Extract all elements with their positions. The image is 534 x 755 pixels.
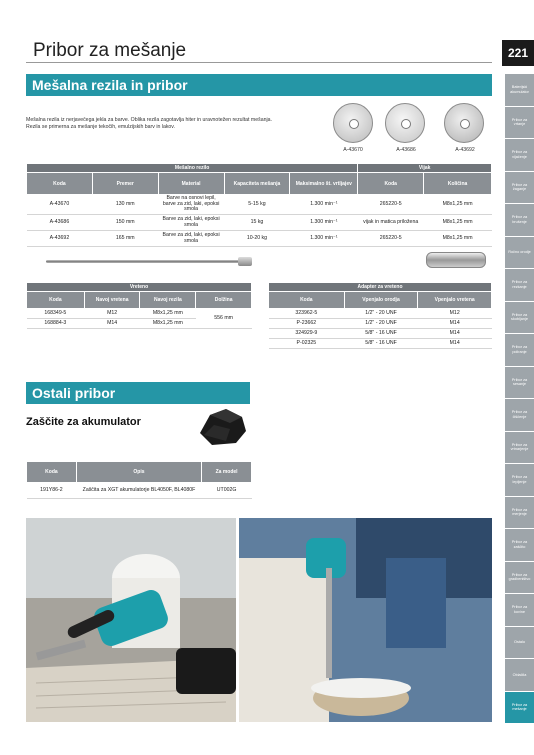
side-tab[interactable]: Baterijski akumulator <box>505 74 534 107</box>
rod-adapter-image <box>426 252 486 268</box>
table-group-header: Adapter za vreteno <box>269 283 492 292</box>
column-header: Količina <box>424 173 492 195</box>
side-tab[interactable]: Pribor za rezkanje <box>505 269 534 302</box>
mixing-disc-image <box>333 103 373 143</box>
column-header: Dolžina <box>196 292 252 309</box>
side-tab[interactable]: Pribor za skobljanje <box>505 302 534 335</box>
side-tab[interactable]: Pribor za vijačenje <box>505 139 534 172</box>
battery-cover-image <box>196 407 248 447</box>
side-tab[interactable]: Pribor za mešanje <box>505 692 534 725</box>
side-tab[interactable]: Pribor za brušenje <box>505 204 534 237</box>
column-header: Koda <box>358 173 424 195</box>
column-header: Kapaciteta mešanja <box>224 173 290 195</box>
column-header: Koda <box>27 173 93 195</box>
title-divider <box>26 62 492 63</box>
table-group-header: Vreteno <box>27 283 252 292</box>
column-header: Vpenjalo vretena <box>418 292 492 309</box>
side-tab[interactable]: Pribor za merjenje <box>505 497 534 530</box>
table-row: 168884-3 M14 M8x1,25 mm <box>27 319 252 329</box>
section-description: Mešalna rezila iz nerjavečega jekla za barve. Oblika rezila zagotavlja hiter in uravnotežen rezultat mešanja. Rezila se primerna za mešanje tekočih, emulzijskih barv in lakov. <box>26 117 272 130</box>
column-header: Navoj vretena <box>84 292 140 309</box>
disc-caption: A-43670 <box>343 147 363 153</box>
section-bar-blades <box>26 74 460 96</box>
page-title: Pribor za mešanje <box>33 40 187 61</box>
side-tab[interactable]: Pribor za gradbeništvo <box>505 562 534 595</box>
side-tab[interactable]: Oblačila <box>505 659 534 692</box>
table-row: A-43692 165 mm Barve za zid, laki, epoksi smola 10-20 kg 1.300 min⁻¹ 265220-5 M8x1,25 mm <box>27 231 492 247</box>
blades-table <box>26 163 492 247</box>
table-row: P-02325 5/8" - 16 UNF M14 <box>269 339 492 349</box>
table-group-header: Vijak <box>358 164 492 173</box>
page-number: 221 <box>502 40 534 66</box>
side-tab[interactable]: Pribor za kovine <box>505 594 534 627</box>
table-row: 191Y86-2 Zaščita za XGT akumulatorje BL4050F, BL4080F UT002G <box>27 483 252 499</box>
table-row: 324929-9 5/8" - 16 UNF M14 <box>269 329 492 339</box>
table-row: A-43686 150 mm Barve za zid, laki, epoksi smola 15 kg 1.300 min⁻¹ vijak in matica priložena M8x1,25 mm <box>27 215 492 231</box>
side-tab[interactable]: Ročno orodje <box>505 237 534 270</box>
mixing-rod-image <box>46 260 252 263</box>
disc-caption: A-43686 <box>396 147 416 153</box>
side-tab[interactable]: Ostalo <box>505 627 534 660</box>
column-header: Koda <box>27 462 77 483</box>
side-tab[interactable]: Pribor za vrtanje <box>505 107 534 140</box>
table-row: 323962-5 1/2" - 20 UNF M12 <box>269 309 492 319</box>
mixing-rod-thread-image <box>238 257 252 266</box>
column-header: Navoj rezila <box>140 292 196 309</box>
subsection-title: Zaščite za akumulator <box>26 416 141 428</box>
column-header: Koda <box>269 292 345 309</box>
disc-caption: A-43692 <box>455 147 475 153</box>
section-title: Ostali pribor <box>32 385 116 401</box>
battery-cover-table <box>26 461 252 499</box>
side-tab[interactable]: Pribor za vrtnarjenje <box>505 432 534 465</box>
side-tab[interactable]: Pribor za zaščito <box>505 529 534 562</box>
rod-table <box>26 282 252 329</box>
table-row: P-23662 1/2" - 20 UNF M14 <box>269 319 492 329</box>
mixing-disc-image <box>385 103 425 143</box>
section-bar-other <box>26 382 250 404</box>
column-header: Premer <box>92 173 158 195</box>
side-tab-index <box>505 74 534 724</box>
column-header: Opis <box>76 462 201 483</box>
column-header: Za model <box>202 462 252 483</box>
side-tab[interactable]: Pribor za sesanje <box>505 367 534 400</box>
product-photo <box>26 518 492 722</box>
side-tab[interactable]: Pribor za čiščenje <box>505 399 534 432</box>
column-header: Maksimalno št. vrtljajev <box>290 173 358 195</box>
column-header: Vpenjalo orodja <box>344 292 418 309</box>
table-row: 168349-5 M12 M8x1,25 mm 556 mm <box>27 309 252 319</box>
section-title: Mešalna rezila in pribor <box>32 77 188 93</box>
side-tab[interactable]: Pribor za žaganje <box>505 172 534 205</box>
column-header: Koda <box>27 292 85 309</box>
column-header: Material <box>158 173 224 195</box>
mixing-disc-image <box>444 103 484 143</box>
adapter-table <box>268 282 492 349</box>
table-row: A-43670 130 mm Barve na osnovi lepil, barve za zid, laki, epoksi smola 5-15 kg 1.300 min⁻¹ 265220-5 M8x1,25 mm <box>27 195 492 215</box>
side-tab[interactable]: Pribor za poliranje <box>505 334 534 367</box>
table-group-header: Mešalno rezilo <box>27 164 358 173</box>
side-tab[interactable]: Pribor za lepljenje <box>505 464 534 497</box>
